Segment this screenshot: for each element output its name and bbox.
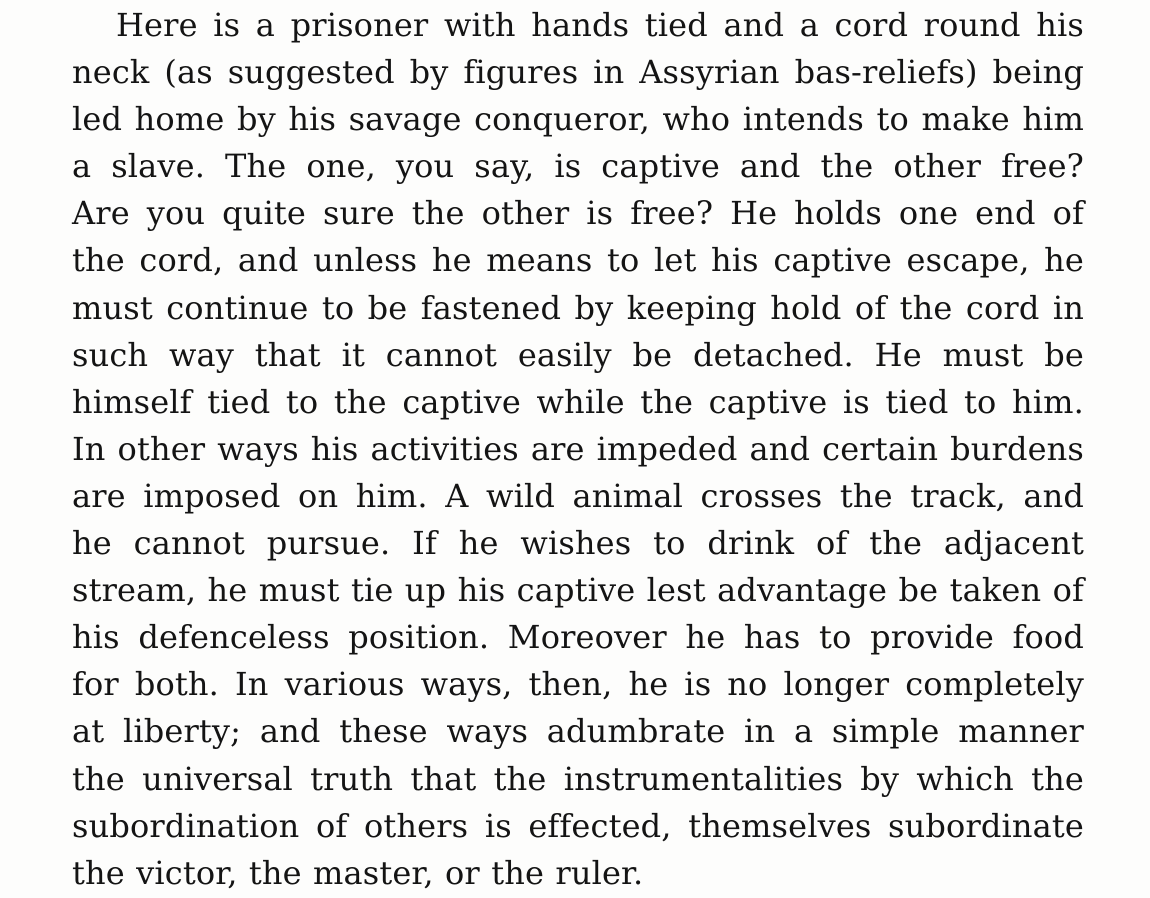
text-line: the victor, the master, or the ruler. <box>72 853 644 892</box>
text-line: Are you quite sure the other is free? He holds one end of <box>72 194 1084 233</box>
text-line: a slave. The one, you say, is captive and the other free? <box>72 147 1084 186</box>
text-line: such way that it cannot easily be detached. He must be <box>72 335 1084 374</box>
text-line: subordination of others is effected, themselves subordinate <box>72 806 1084 845</box>
text-line: the universal truth that the instrumentalities by which the <box>72 759 1084 798</box>
text-line: Here is a prisoner with hands tied and a cord round his <box>116 6 1084 44</box>
text-line: himself tied to the captive while the captive is tied to him. <box>72 382 1084 421</box>
text-line: for both. In various ways, then, he is no longer completely <box>72 665 1084 704</box>
text-line: In other ways his activities are impeded and certain burdens <box>72 429 1084 468</box>
text-line: must continue to be fastened by keeping hold of the cord in <box>72 288 1084 327</box>
text-line: led home by his savage conqueror, who intends to make him <box>72 100 1084 139</box>
text-line: are imposed on him. A wild animal crosses the track, and <box>72 476 1084 515</box>
text-line: his defenceless position. Moreover he has to provide food <box>72 618 1084 657</box>
text-line: neck (as suggested by figures in Assyrian bas-reliefs) being <box>72 53 1084 92</box>
text-line: the cord, and unless he means to let his captive escape, he <box>72 241 1084 280</box>
body-paragraph <box>72 2 1084 897</box>
text-line: stream, he must tie up his captive lest advantage be taken of <box>72 571 1084 610</box>
text-line: at liberty; and these ways adumbrate in a simple manner <box>72 712 1084 751</box>
text-line: he cannot pursue. If he wishes to drink of the adjacent <box>72 524 1084 563</box>
